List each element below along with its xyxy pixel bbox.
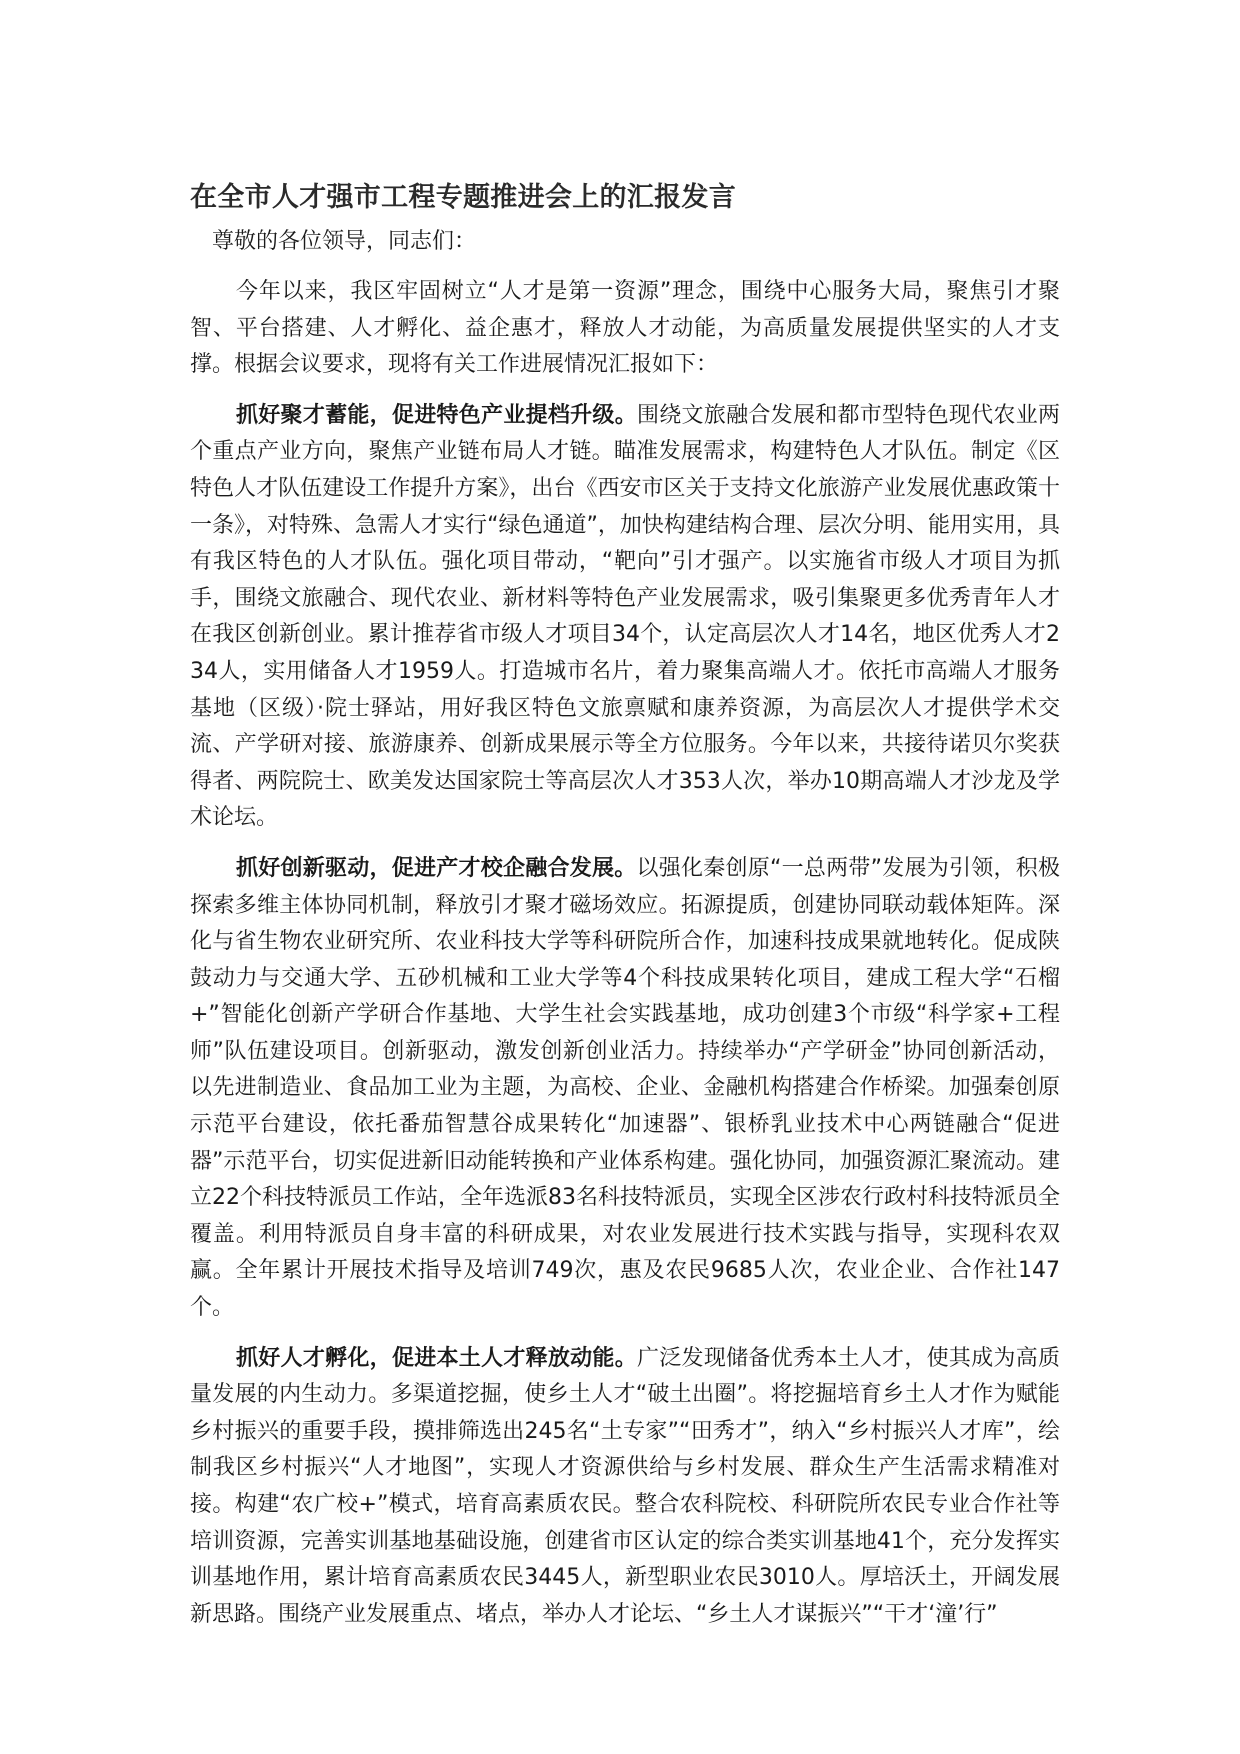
paragraph-lead: 抓好聚才蓄能，促进特色产业提档升级。 bbox=[236, 402, 637, 428]
paragraph-talent-gathering bbox=[190, 398, 1060, 837]
paragraph-intro bbox=[190, 274, 1060, 384]
paragraph-lead: 抓好人才孵化，促进本土人才释放动能。 bbox=[236, 1345, 637, 1371]
paragraph-text: 以强化秦创原“一总两带”发展为引领，积极探索多维主体协同机制，释放引才聚才磁场效应。拓源提质，创建协同联动载体矩阵。深化与省生物农业研究所、农业科技大学等科研院所合作，加速科技成果就地转化。促成陕鼓动力与交通大学、五砂机械和工业大学等4个科技成果转化项目，建成工程大学“石榴+”智能化创新产学研合作基地、大学生社会实践基地，成功创建3个市级“科学家+工程师”队伍建设项目。创新驱动，激发创新创业活力。持续举办“产学研金”协同创新活动，以先进制造业、食品加工业为主题，为高校、企业、金融机构搭建合作桥梁。加强秦创原示范平台建设，依托番茄智慧谷成果转化“加速器”、银桥乳业技术中心两链融合“促进器”示范平台，切实促进新旧动能转换和产业体系构建。强化协同，加强资源汇聚流动。建立22个科技特派员工作站，全年选派83名科技特派员，实现全区涉农行政村科技特派员全覆盖。利用特派员自身丰富的科研成果，对农业发展进行技术实践与指导，实现科农双赢。全年累计开展技术指导及培训749次，惠及农民9685人次，农业企业、合作社147个。 bbox=[190, 855, 1060, 1321]
paragraph-text: 围绕文旅融合发展和都市型特色现代农业两个重点产业方向，聚焦产业链布局人才链。瞄准发展需求，构建特色人才队伍。制定《区特色人才队伍建设工作提升方案》，出台《西安市区关于支持文化旅游产业发展优惠政策十一条》，对特殊、急需人才实行“绿色通道”，加快构建结构合理、层次分明、能用实用，具有我区特色的人才队伍。强化项目带动，“靶向”引才强产。以实施省市级人才项目为抓手，围绕文旅融合、现代农业、新材料等特色产业发展需求，吸引集聚更多优秀青年人才在我区创新创业。累计推荐省市级人才项目34个，认定高层次人才14名，地区优秀人才234人，实用储备人才1959人。打造城市名片，着力聚集高端人才。依托市高端人才服务基地（区级）·院士驿站，用好我区特色文旅禀赋和康养资源，为高层次人才提供学术交流、产学研对接、旅游康养、创新成果展示等全方位服务。今年以来，共接待诺贝尔奖获得者、两院院士、欧美发达国家院士等高层次人才353人次，举办10期高端人才沙龙及学术论坛。 bbox=[190, 402, 1060, 831]
paragraph-innovation bbox=[190, 851, 1060, 1327]
salutation: 尊敬的各位领导，同志们： bbox=[212, 229, 477, 254]
paragraph-text: 今年以来，我区牢固树立“人才是第一资源”理念，围绕中心服务大局，聚焦引才聚智、平台搭建、人才孵化、益企惠才，释放人才动能，为高质量发展提供坚实的人才支撑。根据会议要求，现将有关工作进展情况汇报如下： bbox=[190, 279, 1060, 378]
paragraph-lead: 抓好创新驱动，促进产才校企融合发展。 bbox=[236, 855, 637, 881]
document-page bbox=[190, 178, 1060, 1633]
document-title: 在全市人才强市工程专题推进会上的汇报发言 bbox=[190, 182, 736, 213]
paragraph-text: 广泛发现储备优秀本土人才，使其成为高质量发展的内生动力。多渠道挖掘，使乡土人才“破土出圈”。将挖掘培育乡土人才作为赋能乡村振兴的重要手段，摸排筛选出245名“土专家”“田秀才”，纳入“乡村振兴人才库”，绘制我区乡村振兴“人才地图”，实现人才资源供给与乡村发展、群众生产生活需求精准对接。构建“农广校+”模式，培育高素质农民。整合农科院校、科研院所农民专业合作社等培训资源，完善实训基地基础设施，创建省市区认定的综合类实训基地41个，充分发挥实训基地作用，累计培育高素质农民3445人，新型职业农民3010人。厚培沃土，开阔发展新思路。围绕产业发展重点、堵点，举办人才论坛、“乡土人才谋振兴”“干才‘潼’行” bbox=[190, 1345, 1060, 1627]
paragraph-talent-incubation bbox=[190, 1341, 1060, 1634]
